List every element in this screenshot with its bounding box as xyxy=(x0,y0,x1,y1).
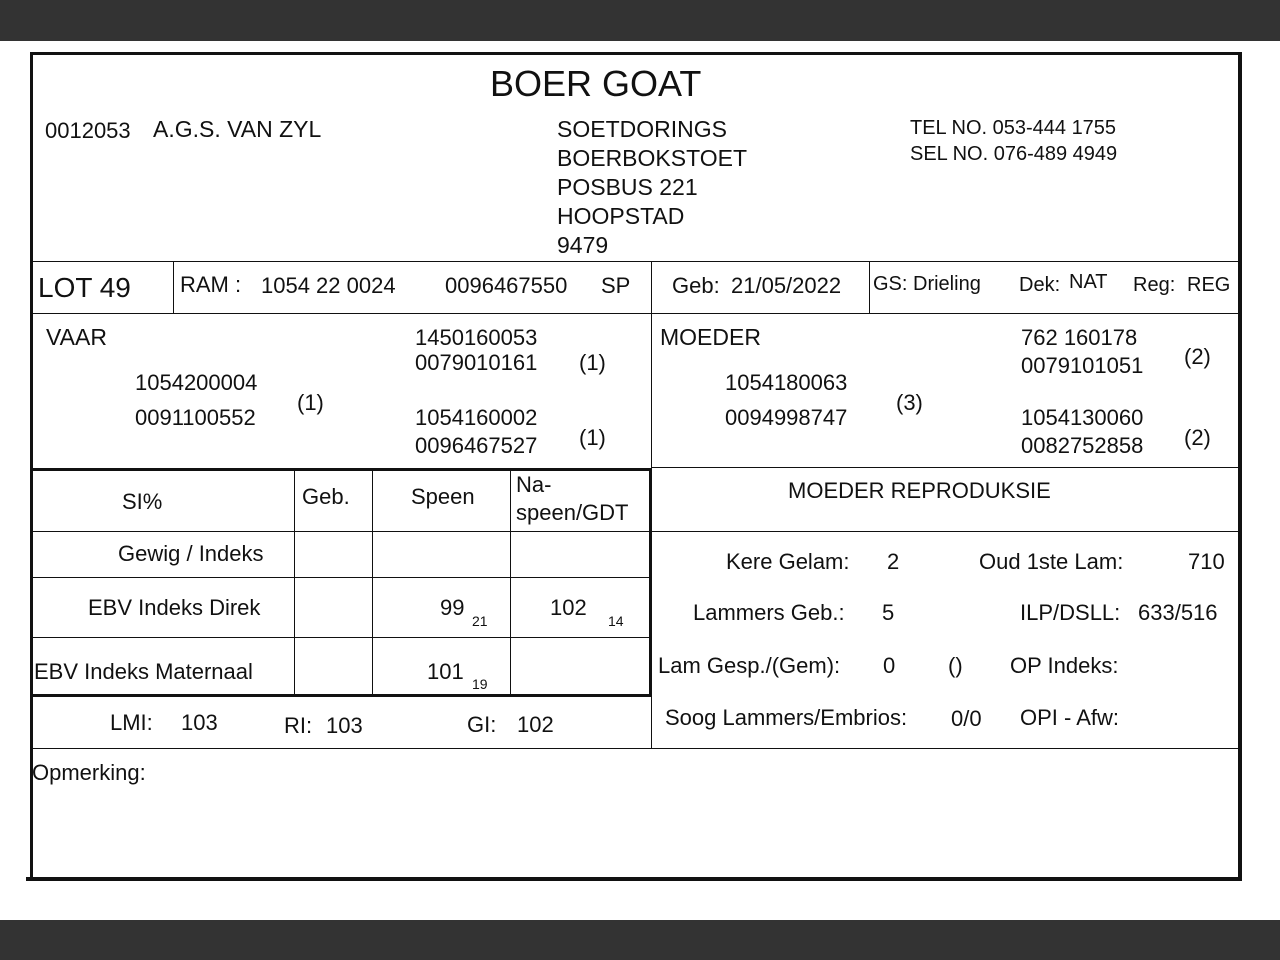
moeder-id-1: 1054180063 xyxy=(725,370,848,395)
vaar-dam-id-2: 0096467527 xyxy=(415,433,538,458)
perf-direct-speen-subscript: 21 xyxy=(472,613,488,629)
ri-value: 103 xyxy=(326,713,363,738)
cellphone-number: SEL NO. 076-489 4949 xyxy=(910,143,1118,165)
lammers-geb-value: 5 xyxy=(882,600,895,625)
stud-line-3: POSBUS 221 xyxy=(557,174,698,200)
perf-table-header-bottom xyxy=(32,531,650,532)
perf-table-col-divider-2 xyxy=(372,471,373,695)
lam-gesp-label: Lam Gesp./(Gem): xyxy=(658,653,841,678)
reg-value: REG xyxy=(1187,274,1231,296)
divider-pedigree-bottom-right xyxy=(651,467,1238,468)
lammers-geb-label: Lammers Geb.: xyxy=(693,600,845,625)
stud-line-5: 9479 xyxy=(557,232,609,258)
op-indeks-label: OP Indeks: xyxy=(1010,653,1119,678)
perf-table-top-border xyxy=(32,468,652,471)
reg-label: Reg: xyxy=(1133,274,1176,296)
moeder-label: MOEDER xyxy=(660,324,761,350)
vaar-id-2: 0091100552 xyxy=(135,405,256,430)
divider-lot-ram xyxy=(173,262,174,314)
birth-date-value: 21/05/2022 xyxy=(731,273,842,298)
moeder-id-2: 0094998747 xyxy=(725,405,848,430)
perf-header-naspeen-line-1: Na- xyxy=(516,472,552,497)
divider-lot-row-bottom xyxy=(32,313,1238,314)
moeder-mark: (3) xyxy=(896,390,923,415)
oud-1ste-lam-label: Oud 1ste Lam: xyxy=(979,549,1124,574)
stud-line-4: HOOPSTAD xyxy=(557,203,685,229)
owner-name: A.G.S. VAN ZYL xyxy=(153,116,322,142)
moeder-dam-id-2: 0082752858 xyxy=(1021,433,1144,458)
moeder-sire-id-1: 762 160178 xyxy=(1021,325,1138,350)
frame-right-border xyxy=(1238,52,1242,880)
kere-gelam-label: Kere Gelam: xyxy=(726,549,850,574)
gi-label: GI: xyxy=(467,712,497,737)
oud-1ste-lam-value: 710 xyxy=(1188,549,1225,574)
perf-table-bottom-border xyxy=(32,694,652,697)
telephone-number: TEL NO. 053-444 1755 xyxy=(910,117,1117,139)
perf-header-naspeen-line-2: speen/GDT xyxy=(516,500,629,525)
vaar-sire-mark: (1) xyxy=(579,350,606,375)
top-letterbox-bar xyxy=(0,0,1280,41)
soog-lammers-value: 0/0 xyxy=(951,706,982,731)
ram-sp-code: SP xyxy=(601,273,631,298)
lmi-label: LMI: xyxy=(110,710,153,735)
frame-top-border xyxy=(30,52,1242,55)
remarks-label: Opmerking: xyxy=(32,760,146,785)
opi-afw-label: OPI - Afw: xyxy=(1020,705,1120,730)
lam-gesp-average: () xyxy=(948,653,963,678)
reproduction-title: MOEDER REPRODUKSIE xyxy=(788,478,1051,503)
perf-direct-naspeen-value: 102 xyxy=(550,595,587,620)
vaar-id-1: 1054200004 xyxy=(135,370,258,395)
moeder-dam-id-1: 1054130060 xyxy=(1021,405,1144,430)
stud-line-1: SOETDORINGS xyxy=(557,116,727,142)
document-title: BOER GOAT xyxy=(490,63,702,104)
moeder-dam-mark: (2) xyxy=(1184,425,1211,450)
perf-row-direct-label: EBV Indeks Direk xyxy=(88,595,261,620)
perf-table-row2-bottom xyxy=(32,637,650,638)
divider-ram-geb xyxy=(651,262,652,314)
soog-lammers-label: Soog Lammers/Embrios: xyxy=(665,705,908,730)
ram-registration-number: 0096467550 xyxy=(445,273,568,298)
perf-table-row1-bottom xyxy=(32,577,650,578)
divider-geb-gs xyxy=(869,262,870,314)
divider-repro-title-bottom xyxy=(651,531,1238,532)
perf-direct-naspeen-subscript: 14 xyxy=(608,613,624,629)
ram-label: RAM : xyxy=(180,272,242,297)
ri-label: RI: xyxy=(284,713,313,738)
moeder-sire-mark: (2) xyxy=(1184,344,1211,369)
birth-status: GS: Drieling xyxy=(873,273,981,295)
perf-maternal-speen-subscript: 19 xyxy=(472,676,488,692)
perf-table-col-divider-3 xyxy=(510,471,511,695)
kere-gelam-value: 2 xyxy=(887,549,900,574)
perf-direct-speen-value: 99 xyxy=(440,595,465,620)
perf-row-weight-label: Gewig / Indeks xyxy=(118,541,264,566)
lam-gesp-value: 0 xyxy=(883,653,896,678)
moeder-sire-id-2: 0079101051 xyxy=(1021,353,1144,378)
perf-table-col-divider-1 xyxy=(294,471,295,695)
bottom-letterbox-bar xyxy=(0,920,1280,960)
vaar-dam-id-1: 1054160002 xyxy=(415,405,538,430)
lmi-value: 103 xyxy=(181,710,218,735)
perf-header-si: SI% xyxy=(122,489,163,514)
ram-number: 1054 22 0024 xyxy=(261,273,396,298)
gi-value: 102 xyxy=(517,712,554,737)
stud-line-2: BOERBOKSTOET xyxy=(557,145,748,171)
frame-bottom-border xyxy=(26,877,1242,881)
birth-date-label: Geb: xyxy=(672,273,720,298)
perf-row-maternal-label: EBV Indeks Maternaal xyxy=(34,659,253,684)
vaar-label: VAAR xyxy=(46,324,107,350)
divider-header-bottom xyxy=(32,261,1238,262)
dek-value: NAT xyxy=(1069,271,1108,293)
frame-left-border xyxy=(30,52,33,880)
vaar-sire-id-1: 1450160053 xyxy=(415,325,538,350)
vaar-sire-id-2: 0079010161 xyxy=(415,350,538,375)
dek-label: Dek: xyxy=(1019,274,1061,296)
perf-header-speen: Speen xyxy=(411,484,475,509)
perf-table-right-border xyxy=(649,468,652,696)
vaar-dam-mark: (1) xyxy=(579,425,606,450)
perf-maternal-speen-value: 101 xyxy=(427,659,464,684)
vaar-mark: (1) xyxy=(297,390,324,415)
ilp-dsll-label: ILP/DSLL: xyxy=(1020,600,1121,625)
lot-number: LOT 49 xyxy=(38,272,131,303)
divider-indices-bottom xyxy=(32,748,1238,749)
perf-header-geb: Geb. xyxy=(302,484,350,509)
owner-code: 0012053 xyxy=(45,118,131,143)
ilp-dsll-value: 633/516 xyxy=(1138,600,1218,625)
